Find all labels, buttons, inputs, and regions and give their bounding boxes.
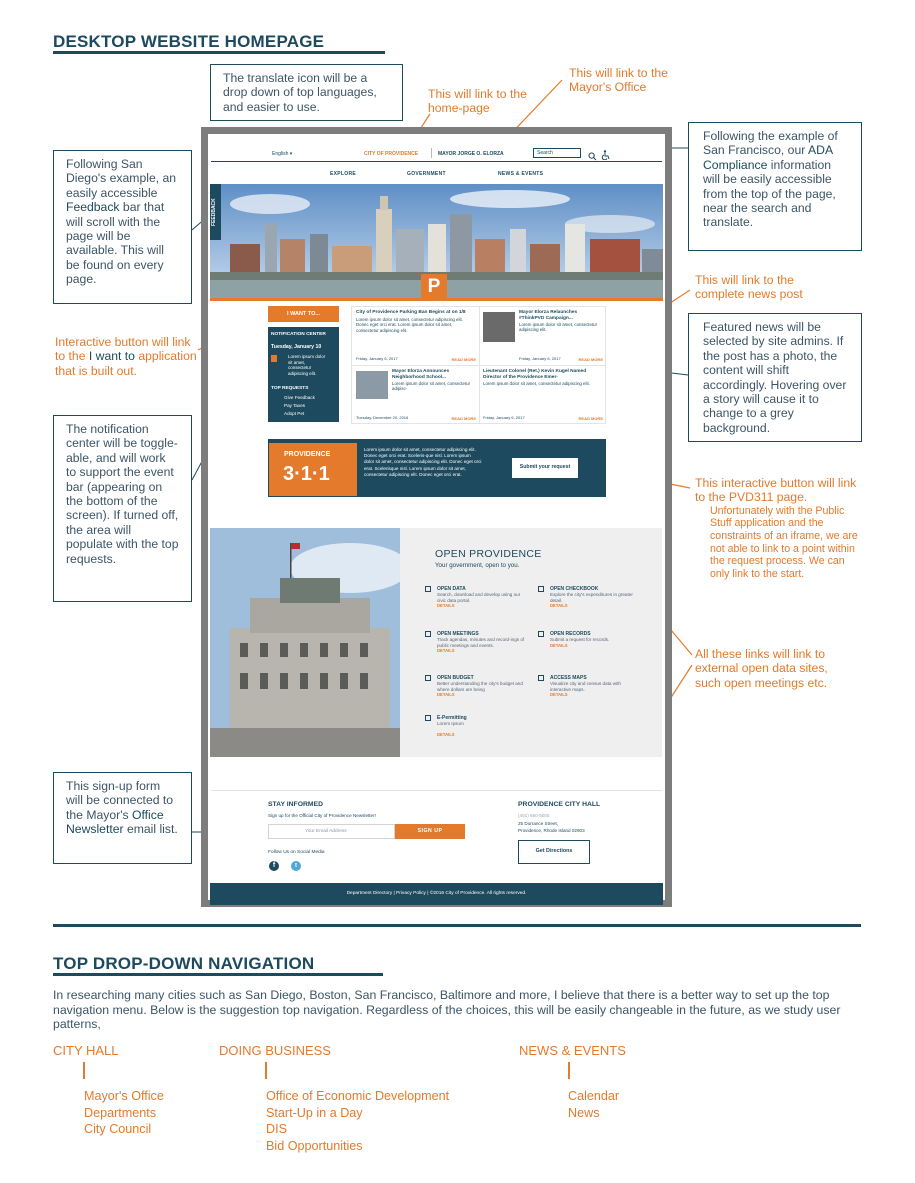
header-rule	[211, 161, 662, 162]
nav-column-news-events	[568, 1088, 619, 1121]
nav-government[interactable]: GOVERNMENT	[407, 171, 446, 177]
bell-icon	[271, 355, 277, 362]
social-title: Follow Us on Social Media	[268, 850, 325, 855]
note-feedback-highlight: Feedback	[66, 200, 120, 215]
accessibility-icon[interactable]	[601, 147, 610, 157]
access-maps-item[interactable]	[538, 675, 643, 697]
note-iwant-a: Interactive button will link to the	[55, 335, 191, 364]
section-title-navigation: TOP DROP-DOWN NAVIGATION	[53, 954, 315, 973]
nav-heading-doing-business: DOING BUSINESS	[219, 1043, 331, 1058]
pvd311-number: 3·1·1	[283, 463, 330, 485]
note-mayor-link: Mayor's Office	[569, 80, 647, 95]
news-date: Friday, January 6, 2017	[356, 356, 398, 361]
nav-heading-news-events: NEWS & EVENTS	[519, 1043, 626, 1058]
news-photo	[356, 371, 388, 399]
feedback-tab-label: FEEDBACK	[211, 198, 217, 226]
news-title[interactable]: City of Providence Parking Ban Begins at on 1/8	[356, 310, 466, 315]
news-date: Friday, January 6, 2017	[519, 356, 561, 361]
note-mayor	[569, 66, 689, 95]
note-news-post: This will link to the complete news post	[695, 273, 803, 302]
nav-item-startup[interactable]: Start-Up in a Day	[266, 1105, 363, 1120]
open-providence-panel	[400, 528, 662, 757]
search-icon[interactable]	[588, 148, 597, 157]
note-iwant	[55, 335, 200, 378]
stay-informed-subtitle: Sign up for the Official City of Providence Newsletter!	[268, 813, 376, 818]
note-featured-news: Featured news will be selected by site admins. If the post has a photo, the content will shift accordingly. Hovering over a story will cause it to change to a grey background.	[688, 313, 862, 442]
note-pvd311	[695, 476, 865, 580]
note-signup-highlight: Office Newsletter	[66, 807, 164, 837]
news-title[interactable]: Mayor Elorza Announces Neighborhood School...	[392, 369, 450, 380]
note-iwant-highlight: I want to	[88, 349, 135, 364]
pvd311-banner	[268, 439, 606, 497]
pvd311-label: PROVIDENCE	[284, 451, 331, 458]
note-signup-b: email list.	[126, 822, 178, 837]
note-iwant-b: application that is built out.	[55, 349, 197, 378]
nav-connector	[83, 1062, 85, 1079]
note-mayor-prefix: This will link to the	[569, 66, 668, 80]
open-data-item[interactable]	[425, 586, 530, 608]
open-item-text: Search, download and develop using our civic data portal.	[437, 592, 521, 603]
open-item-text: Lorem Ipsum	[437, 721, 464, 726]
details-link[interactable]: DETAILS	[437, 692, 455, 698]
nav-item-economic-development[interactable]: Office of Economic Development	[266, 1089, 450, 1103]
note-ada-highlight: ADA Compliance	[703, 143, 833, 172]
nav-heading-city-hall: CITY HALL	[53, 1043, 119, 1058]
twitter-icon[interactable]: t	[291, 861, 301, 871]
news-date: Tuesday, December 20, 2016	[356, 415, 409, 420]
news-title[interactable]: Lieutenant Colonel (Ret.) Kevin Kugel Named Director of the Providence Emer-	[483, 369, 587, 380]
open-item-text: Visualize city and census data with interactive maps.	[550, 681, 621, 692]
details-link[interactable]: DETAILS	[437, 603, 455, 609]
nav-item-mayors-office[interactable]: Mayor's Office	[84, 1089, 164, 1103]
i-want-to-button[interactable]: I WANT TO...	[268, 306, 339, 322]
e-permitting-item[interactable]	[425, 715, 530, 737]
note-signup-a: This sign-up form will be connected to the Mayor's	[66, 779, 174, 822]
news-card[interactable]	[483, 369, 603, 421]
nav-connector	[568, 1062, 570, 1079]
email-input[interactable]	[268, 824, 395, 839]
search-placeholder: Search	[537, 150, 553, 156]
records-icon	[538, 631, 544, 637]
signup-button[interactable]: SIGN UP	[395, 824, 465, 839]
note-feedback	[53, 150, 192, 304]
note-pvd311-sub: Unfortunately with the Public Stuff application and the constraints of an iframe, we are not able to link to a point within the request process. We can only link to the start.	[710, 504, 858, 580]
news-body: Lorem ipsum dolor sit amet, consectetur adipiscing elit.	[483, 380, 590, 386]
open-item-title[interactable]: OPEN DATA	[437, 586, 466, 592]
site-footer[interactable]: Department Directory | Privacy Policy | ©2016 City of Providence. All rights reserved.	[210, 883, 663, 905]
nav-item-dis[interactable]: DIS	[266, 1122, 287, 1136]
open-checkbook-item[interactable]	[538, 586, 643, 608]
map-pin-icon	[538, 675, 544, 681]
nav-item-calendar[interactable]: Calendar	[568, 1089, 620, 1103]
open-item-text: Explore the city's expenditures in greater detail.	[550, 592, 633, 603]
open-item-text: Track agendas, minutes and record-ings of public meetings and events.	[437, 637, 525, 648]
news-body: Lorem ipsum dolor sit amet, consectetur adipisc-	[392, 380, 471, 391]
note-feedback-a: Following San Diego's example, an easily accessible	[66, 157, 177, 200]
language-selector[interactable]: English ▾	[272, 151, 293, 157]
search-input[interactable]	[533, 148, 581, 158]
note-ada-a: Following the example of San Francisco, our	[703, 129, 838, 158]
navigation-intro: In researching many cities such as San Diego, Boston, San Francisco, Baltimore and more, I believe that there is a better way to set up the top navigation menu. Below is the suggestion top navigation. Regardless of the choices, this will be easily changeable in the future, as we study user patterns,	[53, 988, 841, 1031]
open-meetings-item[interactable]	[425, 631, 530, 653]
cityhall-street: 25 Dorrance Street,	[518, 821, 559, 826]
note-home: This will link to the home-page	[428, 87, 527, 116]
open-item-text: Submit a request for records.	[550, 637, 610, 642]
facebook-icon[interactable]: f	[269, 861, 279, 871]
city-hall-image	[210, 528, 400, 757]
note-feedback-b: bar that will scroll with the page will be available. This will be found on every page.	[66, 200, 165, 287]
meetings-icon	[425, 631, 431, 637]
request-give-feedback[interactable]: Give Feedback	[284, 395, 315, 400]
cityhall-phone: (401) 680-5000	[518, 813, 550, 818]
budget-icon	[425, 675, 431, 681]
details-link[interactable]: DETAILS	[437, 731, 455, 737]
notification-text: Lorem ipsum dolor sit amet, consectetur adipiscing elit.	[288, 354, 326, 376]
open-records-item[interactable]	[538, 631, 643, 648]
open-item-title[interactable]: OPEN MEETINGS	[437, 631, 479, 637]
open-item-text: Better understanding the city's budget and where dollars are being	[437, 681, 523, 692]
request-pay-taxes[interactable]: Pay Taxes	[284, 403, 306, 408]
hero-orange-rule	[210, 298, 663, 301]
cityhall-city: Providence, Rhode Island 02903	[518, 828, 585, 833]
top-requests-title: TOP REQUESTS	[271, 386, 309, 391]
nav-news-events[interactable]: NEWS & EVENTS	[498, 171, 544, 177]
permit-icon	[425, 715, 431, 721]
details-link[interactable]: DETAILS	[550, 603, 568, 609]
nav-connector	[265, 1062, 267, 1079]
news-photo	[483, 312, 515, 342]
nav-item-news[interactable]: News	[568, 1105, 600, 1120]
divider	[211, 790, 662, 791]
divider	[431, 148, 432, 158]
nav-item-bid-opportunities[interactable]: Bid Opportunities	[266, 1138, 363, 1153]
news-title[interactable]: Mayor Elorza Relaunches #ThinkPVD Campaign...	[519, 310, 578, 321]
stay-informed-title: STAY INFORMED	[268, 801, 324, 808]
read-more-link[interactable]: READ MORE	[578, 357, 603, 362]
details-link[interactable]: DETAILS	[550, 642, 568, 648]
mayor-link[interactable]: MAYOR JORGE O. ELORZA	[438, 151, 504, 157]
checkbook-icon	[538, 586, 544, 592]
notification-title: NOTIFICATION CENTER	[271, 332, 326, 337]
divider	[352, 365, 605, 366]
homepage-mockup	[201, 127, 672, 907]
news-card[interactable]	[356, 310, 476, 362]
details-link[interactable]: DETAILS	[550, 692, 568, 698]
request-adopt-pet[interactable]: Adopt Pet	[284, 411, 305, 416]
note-ada	[688, 122, 862, 251]
open-item-title[interactable]: OPEN CHECKBOOK	[550, 586, 599, 592]
news-grid	[351, 306, 606, 424]
open-item-title[interactable]: ACCESS MAPS	[550, 675, 587, 681]
nav-explore[interactable]: EXPLORE	[330, 171, 356, 177]
get-directions-button[interactable]: Get Directions	[518, 840, 590, 864]
note-signup	[53, 772, 192, 864]
news-date: Friday, January 6, 2017	[483, 415, 525, 420]
nav-column-doing-business	[266, 1088, 449, 1154]
news-body: Lorem ipsum dolor sit amet, consectetur adipiscing elit.	[519, 321, 598, 332]
database-icon	[425, 586, 431, 592]
title-underline	[53, 973, 383, 976]
open-budget-item[interactable]	[425, 675, 530, 697]
note-ada-b: information will be easily accessible from the top of the page, near the search and translate.	[703, 157, 836, 230]
email-placeholder: Your Email Address	[305, 829, 347, 834]
open-item-title[interactable]: OPEN RECORDS	[550, 631, 591, 637]
open-providence-subtitle: Your government, open to you.	[435, 562, 520, 569]
nav-item-departments[interactable]: Departments	[84, 1105, 157, 1120]
notification-date: Tuesday, January 10	[271, 344, 322, 350]
note-open-links: All these links will link to external open data sites, such open meetings etc.	[695, 647, 828, 690]
read-more-link[interactable]: READ MORE	[451, 357, 476, 362]
nav-column-city-hall	[84, 1088, 164, 1138]
news-card[interactable]	[483, 310, 603, 362]
pvd311-logo	[269, 443, 357, 496]
note-pvd311-main: This interactive button will link to the PVD311 page.	[695, 476, 857, 505]
section-divider	[53, 924, 861, 927]
notification-center	[268, 327, 339, 422]
pvd311-text: Lorem ipsum dolor sit amet, consectetur adipiscing elit. Donec eget orci erat. Sceleris-que nisl. Lorem ipsum dolor sit amet, consectetur adipiscing elit. Donec eget orci erat. Scelerisque nisl. Lorem ipsum dolor sit amet, consectetur adipiscing elit. Donec eget orci erat.	[364, 447, 482, 477]
open-item-title[interactable]: OPEN BUDGET	[437, 675, 474, 681]
feedback-tab[interactable]	[210, 184, 221, 240]
providence-logo[interactable]: P	[421, 274, 447, 300]
top-requests-list	[284, 394, 315, 418]
section-title-homepage: DESKTOP WEBSITE HOMEPAGE	[53, 32, 325, 51]
read-more-link[interactable]: READ MORE	[451, 416, 476, 421]
note-notification-center: The notification center will be toggle-able, and will work to support the event bar (appearing on the bottom of the screen). If turned off, the area will populate with the top requests.	[53, 415, 192, 602]
note-translate: The translate icon will be a drop down of top languages, and easier to use.	[210, 64, 403, 121]
open-item-title[interactable]: E-Permitting	[437, 715, 467, 721]
submit-request-button[interactable]: Submit your request	[511, 457, 579, 479]
news-body: Lorem ipsum dolor sit amet, consectetur adipiscing elit. Donec eget orci erat. Lorem ipsum dolor sit amet, consectetur adipiscing elit.	[356, 316, 463, 333]
details-link[interactable]: DETAILS	[437, 648, 455, 654]
city-home-link[interactable]: CITY OF PROVIDENCE	[364, 151, 419, 157]
nav-item-city-council[interactable]: City Council	[84, 1122, 152, 1136]
cityhall-title: PROVIDENCE CITY HALL	[518, 801, 601, 808]
news-card[interactable]	[356, 369, 476, 421]
read-more-link[interactable]: READ MORE	[578, 416, 603, 421]
open-providence-title: OPEN PROVIDENCE	[435, 548, 542, 560]
